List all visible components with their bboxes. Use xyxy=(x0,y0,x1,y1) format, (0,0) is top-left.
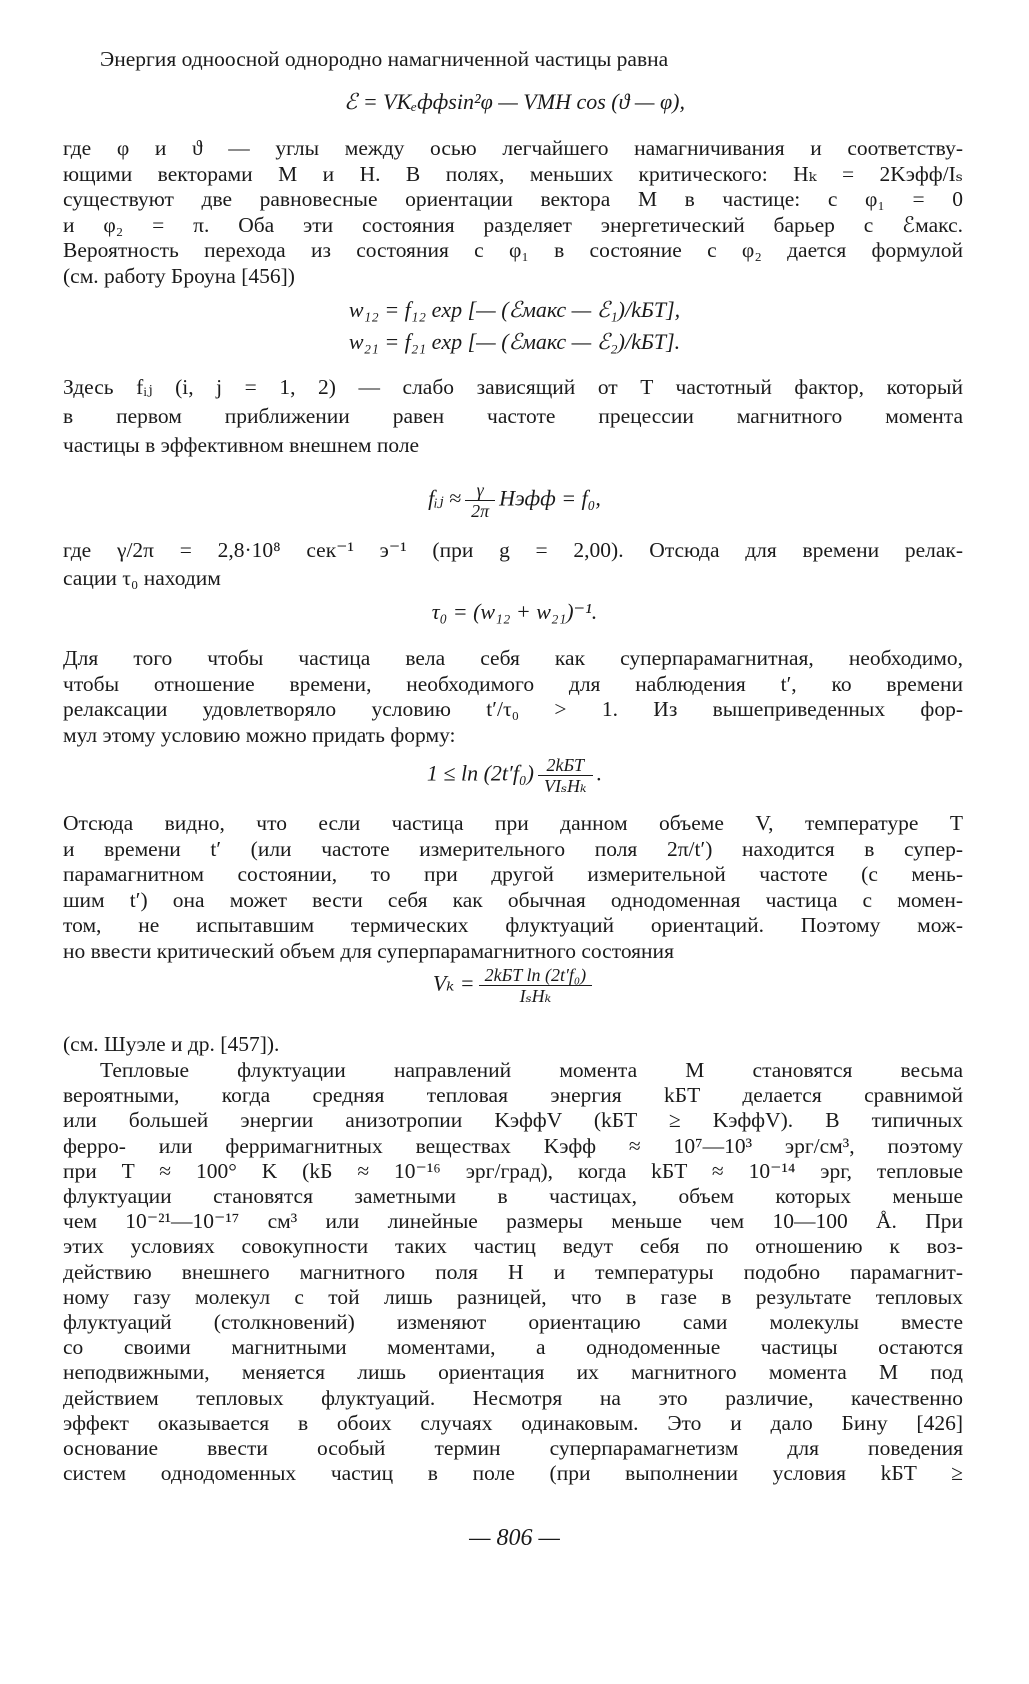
p3-line: Здесь fᵢⱼ (i, j = 1, 2) — слабо зависящий от T частотный фактор, который xyxy=(63,375,963,399)
fraction-denominator: IₛHₖ xyxy=(519,986,552,1006)
p8-line: со своими магнитными моментами, а однодоменные частицы остаются xyxy=(63,1335,963,1360)
formula-lhs: fᵢⱼ ≈ xyxy=(428,485,462,511)
fraction-denominator: 2π xyxy=(471,501,490,521)
p8-line: основание ввести особый термин суперпарамагнетизм для поведения xyxy=(63,1436,963,1460)
p6-line: шим t′) она может вести себя как обычная однодоменная частица с момен- xyxy=(63,887,963,912)
formula-energy: ℰ = VKₑффsin²φ — VMH cos (ϑ — φ), xyxy=(344,89,685,114)
p8-line: Тепловые флуктуации направлений момента M становятся весьма xyxy=(100,1058,963,1082)
p2-line: (см. работу Броуна [456]) xyxy=(63,263,295,288)
p8-line: или большей энергии анизотропии KэффV (kБT ≥ KэффV). В типичных xyxy=(63,1108,963,1133)
p8-line: действию внешнего магнитного поля H и температуры подобно парамагнит- xyxy=(63,1259,963,1284)
fraction-numerator: γ xyxy=(465,480,495,501)
p2-line: где φ и ϑ — углы между осью легчайшего намагничивания и соответству- xyxy=(63,136,963,160)
p8-line: при T ≈ 100° K (kБ ≈ 10⁻¹⁶ эрг/град), когда kБT ≈ 10⁻¹⁴ эрг, тепловые xyxy=(63,1158,963,1183)
p8-line: систем однодоменных частиц в поле (при выполнении условия kБT ≥ xyxy=(63,1461,963,1486)
p8-line: ферро- или ферримагнитных веществах Kэфф ≈ 10⁷—10³ эрг/см³, поэтому xyxy=(63,1133,963,1158)
p5-line: релаксации удовлетворяло условию t′/τ₀ > 1. Из вышеприведенных фор- xyxy=(63,697,963,721)
fraction-numerator: 2kБT ln (2t′f₀) xyxy=(479,965,592,986)
p8-line: чем 10⁻²¹—10⁻¹⁷ см³ или линейные размеры меньше чем 10—100 Å. При xyxy=(63,1209,963,1234)
p7-line: (см. Шуэле и др. [457]). xyxy=(63,1032,280,1056)
p4-line: сации τ₀ находим xyxy=(63,566,221,590)
p1-line: Энергия одноосной однородно намагниченной частицы равна xyxy=(100,47,669,71)
p8-line: действием тепловых флуктуаций. Несмотря на это различие, качественно xyxy=(63,1385,963,1410)
p8-line: неподвижными, меняется лишь ориентация их магнитного момента M под xyxy=(63,1360,963,1385)
formula-critical-volume xyxy=(0,965,1029,1006)
p2-line: существуют две равновесные ориентации вектора M в частице: с φ₁ = 0 xyxy=(63,187,963,211)
formula-relaxation: τ₀ = (w₁₂ + w₂₁)⁻¹. xyxy=(431,599,598,624)
p5-line: Для того чтобы частица вела себя как суперпарамагнитная, необходимо, xyxy=(63,646,963,670)
formula-condition xyxy=(0,755,1029,796)
p8-line: эффект оказывается в обоих случаях одинаковым. Это и дало Бину [426] xyxy=(63,1410,963,1435)
fraction xyxy=(465,480,495,521)
page-number: — 806 — xyxy=(469,1525,560,1551)
p4-line: где γ/2π = 2,8·10⁸ сек⁻¹ э⁻¹ (при g = 2,00). Отсюда для времени релак- xyxy=(63,538,963,562)
p6-line: но ввести критический объем для суперпарамагнитного состояния xyxy=(63,938,674,963)
formula-rhs: . xyxy=(596,760,603,786)
p2-line: Вероятность перехода из состояния с φ₁ в состояние с φ₂ дается формулой xyxy=(63,238,963,262)
p5-line: мул этому условию можно придать форму: xyxy=(63,722,456,747)
p6-line: и времени t′ (или частоте измерительного поля 2π/t′) находится в супер- xyxy=(63,836,963,861)
p3-line: частицы в эффективном внешнем поле xyxy=(63,433,420,457)
formula-lhs: Vₖ = xyxy=(432,970,475,996)
p8-line: этих условиях совокупности таких частиц ведут себя по отношению к воз- xyxy=(63,1234,963,1259)
p8-line: ному газу молекул с той лишь разницей, что в газе в результате тепловых xyxy=(63,1284,963,1309)
p6-line: Отсюда видно, что если частица при данном объеме V, температуре T xyxy=(63,811,963,835)
formula-w21: w₂₁ = f₂₁ exp [— (ℰмакс — ℰ₂)/kБT]. xyxy=(348,329,681,354)
formula-lhs: 1 ≤ ln (2t′f₀) xyxy=(426,760,534,786)
p3-line: в первом приближении равен частоте прецессии магнитного момента xyxy=(63,404,963,428)
p6-line: том, не испытавшим термических флуктуаций ориентаций. Поэтому мож- xyxy=(63,913,963,937)
fraction-denominator: VIₛHₖ xyxy=(543,776,587,796)
p2-line: и φ₂ = π. Оба эти состояния разделяет энергетический барьер с ℰмакс. xyxy=(63,212,963,237)
formula-rhs: Hэфф = f₀, xyxy=(499,485,601,511)
p6-line: парамагнитном состоянии, то при другой измерительной частоте (с мень- xyxy=(63,862,963,886)
p8-line: флуктуаций (столкновений) изменяют ориентацию сами молекулы вместе xyxy=(63,1310,963,1334)
fraction xyxy=(538,755,593,796)
p5-line: чтобы отношение времени, необходимого для наблюдения t′, ко времени xyxy=(63,671,963,696)
fraction xyxy=(479,965,592,1006)
formula-w12: w₁₂ = f₁₂ exp [— (ℰмакс — ℰ₁)/kБT], xyxy=(348,297,681,322)
formula-frequency xyxy=(0,480,1029,521)
p8-line: флуктуации становятся заметными в частицах, объем которых меньше xyxy=(63,1184,963,1208)
fraction-numerator: 2kБT xyxy=(538,755,593,776)
p2-line: ющими векторами M и H. В полях, меньших критического: Hₖ = 2Kэфф/Iₛ xyxy=(63,161,963,186)
p8-line: вероятными, когда средняя тепловая энергия kБT делается сравнимой xyxy=(63,1083,963,1108)
